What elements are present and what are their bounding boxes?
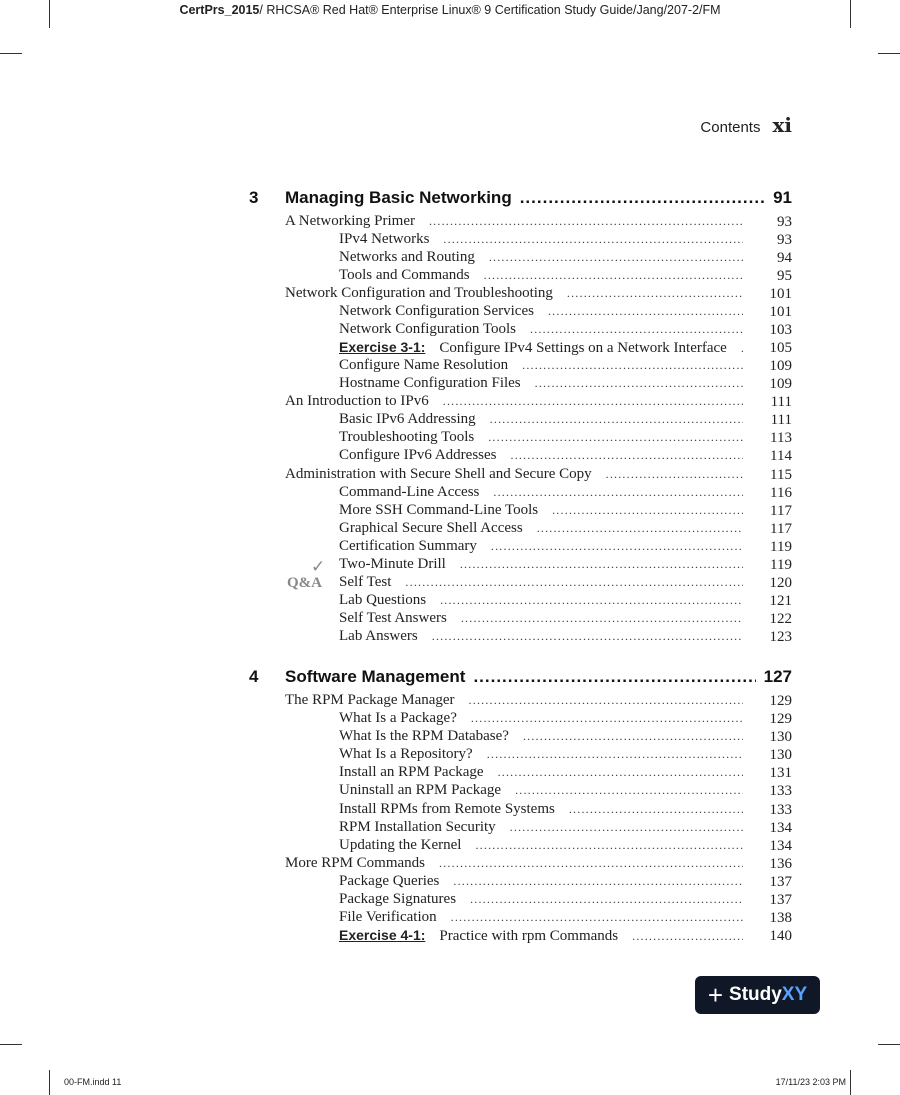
toc-entry-title: File Verification [339,909,437,925]
toc-entry[interactable] [339,927,747,945]
toc-entry-title: Certification Summary [339,538,477,554]
toc-entry-page: 111 [770,394,792,410]
toc-entry-page: 120 [769,575,792,591]
crop-mark [0,1044,22,1045]
dot-leader [473,667,755,687]
toc-entry[interactable] [339,520,747,538]
logo-text: Study [729,984,782,1005]
toc-entry[interactable] [339,484,747,502]
running-head [600,113,792,137]
chapter-title: Software Management [285,667,466,686]
studyxy-logo [695,976,820,1014]
toc-entry-page: 119 [770,539,792,555]
toc-entry[interactable] [339,502,747,520]
toc-entry-title: Network Configuration Tools [339,321,516,337]
toc-entry[interactable] [339,909,747,927]
chapter-number: 4 [249,667,259,686]
running-head-label: Contents [700,119,761,136]
toc-entry[interactable] [339,610,747,628]
toc-entry-page: 129 [769,693,792,709]
toc-entry-title: What Is a Package? [339,710,457,726]
dot-leader [461,611,743,626]
toc-entry-title: Command-Line Access [339,484,480,500]
dot-leader [511,448,744,463]
dot-leader [470,892,743,907]
dot-leader [469,693,743,708]
toc-entry-title: Hostname Configuration Files [339,375,521,391]
dot-leader [522,358,743,373]
toc-entry-title: Configure IPv6 Addresses [339,447,497,463]
toc-entry-title: Configure Name Resolution [339,357,509,373]
dot-leader [443,394,743,409]
toc-entry[interactable] [339,746,747,764]
toc-entry-page: 103 [769,322,792,338]
toc-entry-page: 121 [769,593,792,609]
toc-entry[interactable] [339,873,747,891]
dot-leader [632,929,743,944]
toc-entry-title: Graphical Secure Shell Access [339,520,523,536]
toc-entry[interactable] [339,764,747,782]
toc-entry-page: 138 [769,910,792,926]
toc-entry-page: 111 [770,412,792,428]
toc-entry-title: Troubleshooting Tools [339,429,475,445]
toc-entry[interactable] [285,213,747,231]
dot-leader [490,412,743,427]
toc-entry-title: Network Configuration and Troubleshooting [285,285,553,301]
toc-entry-title: Package Queries [339,873,440,889]
chapter-heading[interactable] [249,186,792,210]
slug-job-id: CertPrs_2015 [179,3,260,17]
toc-entry-page: 122 [769,611,792,627]
qa-icon: Q&A [287,575,322,591]
exercise-label: Exercise 3-1: [339,339,426,355]
toc-entry[interactable] [285,466,747,484]
toc-entry[interactable] [339,710,747,728]
toc-entry-page: 101 [769,304,792,320]
dot-leader [569,802,743,817]
crop-mark [0,53,22,54]
dot-leader [530,322,743,337]
toc-entry[interactable] [339,819,747,837]
toc-entry-page: 94 [777,250,792,266]
toc-entry-title: Install an RPM Package [339,764,484,780]
toc-entry-page: 134 [769,820,792,836]
toc-entry[interactable] [339,628,747,646]
toc-entry[interactable] [339,429,747,447]
toc-entry-page: 93 [777,232,792,248]
checkmark-icon: ✓ [311,557,326,576]
toc-entry-page: 115 [770,467,792,483]
toc-entry[interactable] [339,556,747,574]
toc-entry[interactable] [339,538,747,556]
toc-entry-page: 117 [770,521,792,537]
toc-entry[interactable] [339,891,747,909]
dot-leader [471,711,743,726]
dot-leader [523,729,743,744]
toc-entry-page: 93 [777,214,792,230]
toc-entry-title: RPM Installation Security [339,819,496,835]
dot-leader [488,430,743,445]
crop-mark [878,1044,900,1045]
toc-entry-page: 95 [777,268,792,284]
dot-leader [484,268,743,283]
toc-entry-title: What Is a Repository? [339,746,473,762]
toc-entry-page: 134 [769,838,792,854]
toc-entry-page: 109 [769,358,792,374]
slug-title: / RHCSA® Red Hat® Enterprise Linux® 9 Certification Study Guide/Jang/207-2/FM [259,3,721,17]
toc-entry-page: 123 [769,629,792,645]
toc-entry-title: Tools and Commands [339,267,470,283]
toc-entry-page: 130 [769,747,792,763]
toc-entry-title: Basic IPv6 Addressing [339,411,476,427]
toc-entry-page: 101 [769,286,792,302]
chapter-page: 127 [763,667,792,686]
dot-leader [443,232,743,247]
toc-entry-page: 129 [769,711,792,727]
chapter-page: 91 [773,188,792,207]
toc-entry[interactable] [339,249,747,267]
dot-leader [548,304,743,319]
dot-leader [453,874,743,889]
dot-leader [489,250,743,265]
toc-entry-page: 117 [770,503,792,519]
toc-entry-title: IPv4 Networks [339,231,430,247]
toc-entry-title: A Networking Primer [285,213,415,229]
dot-leader [537,521,743,536]
toc-entry-page: 109 [769,376,792,392]
toc-entry[interactable] [285,855,747,873]
dot-leader [520,188,765,208]
dot-leader [510,820,743,835]
toc-entry[interactable] [339,339,747,357]
toc-entry-page: 140 [769,928,792,944]
toc-entry[interactable] [339,411,747,429]
toc-entry-page: 136 [769,856,792,872]
toc-entry-title: Updating the Kernel [339,837,462,853]
dot-leader [405,575,743,590]
toc-entry-title: Self Test [339,574,392,590]
dot-leader [487,747,743,762]
crop-mark [49,1070,50,1095]
toc-entry[interactable] [339,728,747,746]
toc-entry[interactable] [339,231,747,249]
dot-leader [439,856,743,871]
toc-entry-title: More RPM Commands [285,855,426,871]
toc-entry[interactable] [339,357,747,375]
crop-mark [878,53,900,54]
dot-leader [493,485,743,500]
toc-entry-title: Install RPMs from Remote Systems [339,801,555,817]
toc-entry-page: 133 [769,802,792,818]
toc-entry-title: Networks and Routing [339,249,475,265]
print-slug [0,3,900,17]
dot-leader [429,214,743,229]
toc-entry-page: 133 [769,783,792,799]
toc-entry-title: Uninstall an RPM Package [339,782,502,798]
toc-entry-page: 137 [769,892,792,908]
toc-entry-title: Administration with Secure Shell and Secure Copy [285,466,592,482]
exercise-label: Exercise 4-1: [339,927,426,943]
toc-entry[interactable] [339,801,747,819]
footer-file: 00-FM.indd 11 [64,1077,122,1087]
chapter-heading[interactable] [249,665,792,689]
toc-entry-title: Lab Questions [339,592,427,608]
toc-entry[interactable] [339,574,747,592]
logo-text-accent: XY [781,984,808,1005]
toc-entry[interactable] [285,692,747,710]
toc-entry[interactable] [285,393,747,411]
page-number: xi [772,113,792,137]
dot-leader [451,910,743,925]
toc-entry-page: 105 [769,340,792,356]
dot-leader [498,765,743,780]
toc-entry[interactable] [339,837,747,855]
toc-entry-page: 137 [769,874,792,890]
toc-entry-page: 119 [770,557,792,573]
toc-entry-title: Lab Answers [339,628,418,644]
toc-entry-page: 113 [770,430,792,446]
dot-leader [535,376,743,391]
dot-leader [606,467,743,482]
toc-entry[interactable] [339,447,747,465]
toc-entry[interactable] [339,321,747,339]
toc-entry-title: More SSH Command-Line Tools [339,502,539,518]
plus-icon: + [707,980,724,1010]
footer-timestamp: 17/11/23 2:03 PM [775,1077,846,1087]
toc-entry[interactable] [339,782,747,800]
toc-entry[interactable] [339,375,747,393]
crop-mark [850,1070,851,1095]
dot-leader [567,286,743,301]
dot-leader [515,783,743,798]
dot-leader [460,557,743,572]
toc-entry-title: An Introduction to IPv6 [285,393,429,409]
dot-leader [475,838,743,853]
dot-leader [741,341,743,356]
toc-entry-title: Practice with rpm Commands [439,928,619,944]
toc-entry-page: 130 [769,729,792,745]
toc-entry[interactable] [339,267,747,285]
toc-entry-page: 116 [770,485,792,501]
toc-entry-title: Configure IPv4 Settings on a Network Interface [439,340,727,356]
chapter-title: Managing Basic Networking [285,188,512,207]
toc-entry-page: 114 [770,448,792,464]
dot-leader [552,503,743,518]
dot-leader [491,539,743,554]
toc-entry-title: Network Configuration Services [339,303,534,319]
chapter-number: 3 [249,188,259,207]
toc-entry-title: What Is the RPM Database? [339,728,509,744]
toc-entry-page: 131 [769,765,792,781]
toc-entry-title: Two-Minute Drill [339,556,446,572]
toc-entry[interactable] [339,303,747,321]
toc-entry-title: The RPM Package Manager [285,692,455,708]
toc-entry[interactable] [285,285,747,303]
dot-leader [432,629,743,644]
toc-entry-title: Package Signatures [339,891,457,907]
toc-entry[interactable] [339,592,747,610]
toc-entry-title: Self Test Answers [339,610,447,626]
dot-leader [440,593,743,608]
